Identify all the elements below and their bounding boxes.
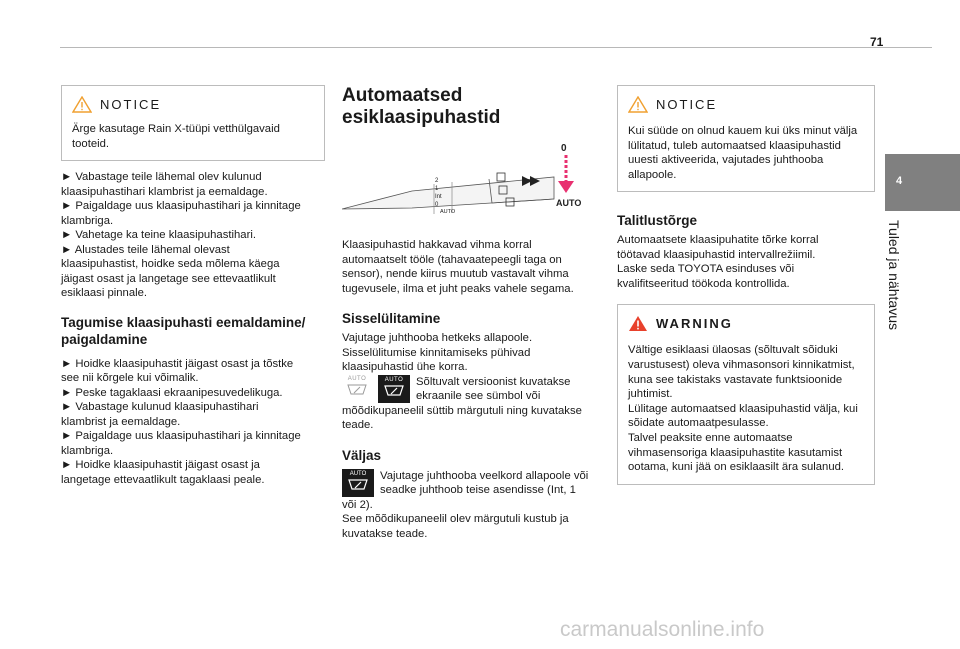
column-1: [61, 85, 325, 487]
text-line: teade.: [342, 419, 374, 431]
section-heading: Sisselülitamine: [342, 311, 441, 326]
auto-wiper-filled-icon: AUTO: [378, 375, 410, 403]
watermark: carmanualsonline.info: [560, 618, 765, 641]
page-number: 71: [870, 35, 884, 49]
text-line: ► Hoidke klaasipuhastit jäigast osast ja tõstke: [61, 357, 294, 370]
text-line: langetage ettevaatlikult tagaklaasi peale.: [61, 473, 265, 486]
auto-wipers-intro: [342, 238, 602, 296]
text-line: Sõltuvalt versioonist kuvatakse: [416, 375, 571, 388]
text-line: klambriga.: [61, 444, 114, 457]
caution-icon: [628, 96, 648, 113]
text-line: Vajutage juhthooba veelkord allapoole või: [380, 469, 589, 482]
stalk-label: 0: [435, 202, 439, 208]
text-line: ► Paigaldage uus klaasipuhastihari ja kinnitage: [61, 200, 301, 213]
text-line: Vajutage juhthooba hetkeks allapoole.: [342, 332, 533, 344]
heading-line: paigaldamine: [61, 331, 148, 347]
position-auto-label: AUTO: [556, 198, 582, 208]
text-line: Laske seda TOYOTA esinduses või: [617, 263, 795, 276]
page-title: Automaatsed: [342, 85, 463, 106]
icon-row: [342, 375, 602, 404]
header-rule: [60, 47, 932, 48]
text-line: automaatselt tööle (tahavaatepeegli taga on: [342, 253, 562, 266]
caution-icon: [72, 96, 92, 113]
text-line: See mõõdikupaneelil olev märgutuli kustub ja: [342, 513, 569, 525]
text-line: Automaatsete klaasipuhatite tõrke korral: [617, 234, 819, 247]
text-line: Sisselülitumise kinnitamiseks pühivad: [342, 346, 531, 359]
text-line: ► Vabastage kulunud klaasipuhastihari: [61, 401, 259, 414]
text-line: ► Peske tagaklaasi ekraanipesuvedelikuga.: [61, 386, 283, 399]
malfunction-text: [617, 233, 875, 291]
text-line: ekraanile see sümbol või: [416, 390, 541, 402]
text-line: seadke juhthoob teise asendisse (Int, 1: [380, 484, 576, 496]
warning-text: Vältige esiklaasi ülaosas (sõltuvalt sõiduki varustusest) oleva vihmasonsori kinnikatmist, kuna see takistaks vastavate funktsioonide juhtimist. Lülitage automaatsed klaasipuhastid välja, kui sõidate automaatpesulasse. Talvel peaksite enne automaatse vihmasensoriga klaasipuhastite kasutamist ootama, kuni jää on esiklaasilt ära sulanud.: [628, 344, 858, 474]
stalk-label: AUTO: [440, 209, 456, 215]
text-line: tugevusele, ilma et juht peaks vahele segama.: [342, 282, 574, 295]
notice-box: [61, 85, 325, 161]
warning-title: WARNING: [656, 315, 733, 331]
notice-title: NOTICE: [656, 96, 718, 112]
notice-text: Kui süüde on olnud kauem kui üks minut välja lülitatud, tuleb automaatsed klaasipuhastid uuesti aktiveerida, vajutades juhthooba allapoole.: [628, 125, 858, 181]
text-line: mõõdikupaneelil süttib märgutuli ning kuvatakse: [342, 404, 582, 417]
text-line: ► Paigaldage uus klaasipuhastihari ja kinnitage: [61, 430, 301, 443]
stalk-label: 1: [435, 186, 439, 192]
warning-box: [617, 304, 875, 484]
page-title: esiklaasipuhastid: [342, 107, 501, 128]
notice-text: Ärge kasutage Rain X-tüüpi vetthülgavaid tooteid.: [72, 123, 280, 150]
text-line: klaasipuhastihari klambrist ja eemaldage.: [61, 185, 268, 198]
text-line: ► Alustades teile lähemal olevast: [61, 243, 230, 256]
chapter-number: 4: [896, 175, 903, 187]
notice-box: [617, 85, 875, 192]
text-line: klaasipuhastid ühe korra.: [342, 361, 468, 373]
wiper-replace-steps: [61, 170, 325, 301]
notice-title: NOTICE: [100, 96, 162, 112]
switch-off-text: [342, 469, 602, 542]
wiper-stalk-illustration: [342, 141, 587, 221]
text-line: see nii kõrgele kui võimalik.: [61, 372, 199, 385]
stalk-label: 2: [435, 178, 439, 184]
position-zero-label: 0: [561, 143, 567, 154]
section-heading: Talitlustõrge: [617, 213, 698, 229]
text-line: klambriga.: [61, 214, 114, 227]
text-line: või 2).: [342, 498, 373, 511]
icon-row: [342, 469, 602, 498]
stalk-label: Int: [435, 194, 442, 200]
chapter-title: Tuled ja nähtavus: [886, 220, 902, 330]
heading-line: Tagumise klaasipuhasti eemaldamine/: [61, 314, 306, 330]
text-line: klambrist ja eemaldage.: [61, 415, 181, 428]
auto-wiper-outline-icon: AUTO: [342, 375, 372, 401]
down-arrow-icon: [558, 181, 574, 193]
text-line: ► Vahetage ka teine klaasipuhastihari.: [61, 229, 256, 242]
column-2: [342, 85, 602, 541]
text-line: jäigast osast ja langetage see ettevaatlikult: [61, 272, 276, 285]
text-line: kuvatakse teade.: [342, 527, 428, 540]
warning-icon: [628, 315, 648, 332]
wiper-off-icon: AUTO: [342, 469, 374, 497]
section-heading: [61, 314, 325, 348]
text-line: esiklaasi pinnale.: [61, 287, 148, 300]
column-3: [617, 85, 875, 485]
text-line: sensor), nende kiirus muutub vastavalt vihma: [342, 268, 569, 280]
switch-on-text: [342, 331, 602, 433]
rear-wiper-steps: [61, 357, 325, 488]
section-heading: Väljas: [342, 447, 382, 463]
text-line: ► Hoidke klaasipuhastit jäigast osast ja: [61, 459, 260, 472]
text-line: klaasipuhastist, hoidke seda mõlema käega: [61, 258, 280, 271]
text-line: ► Vabastage teile lähemal olev kulunud: [61, 171, 262, 184]
text-line: Klaasipuhastid hakkavad vihma korral: [342, 239, 532, 251]
text-line: kvalifitseeritud töökoda kontrollida.: [617, 277, 790, 290]
text-line: töötavad klaasipuhastid intervallrežiimil.: [617, 248, 816, 261]
